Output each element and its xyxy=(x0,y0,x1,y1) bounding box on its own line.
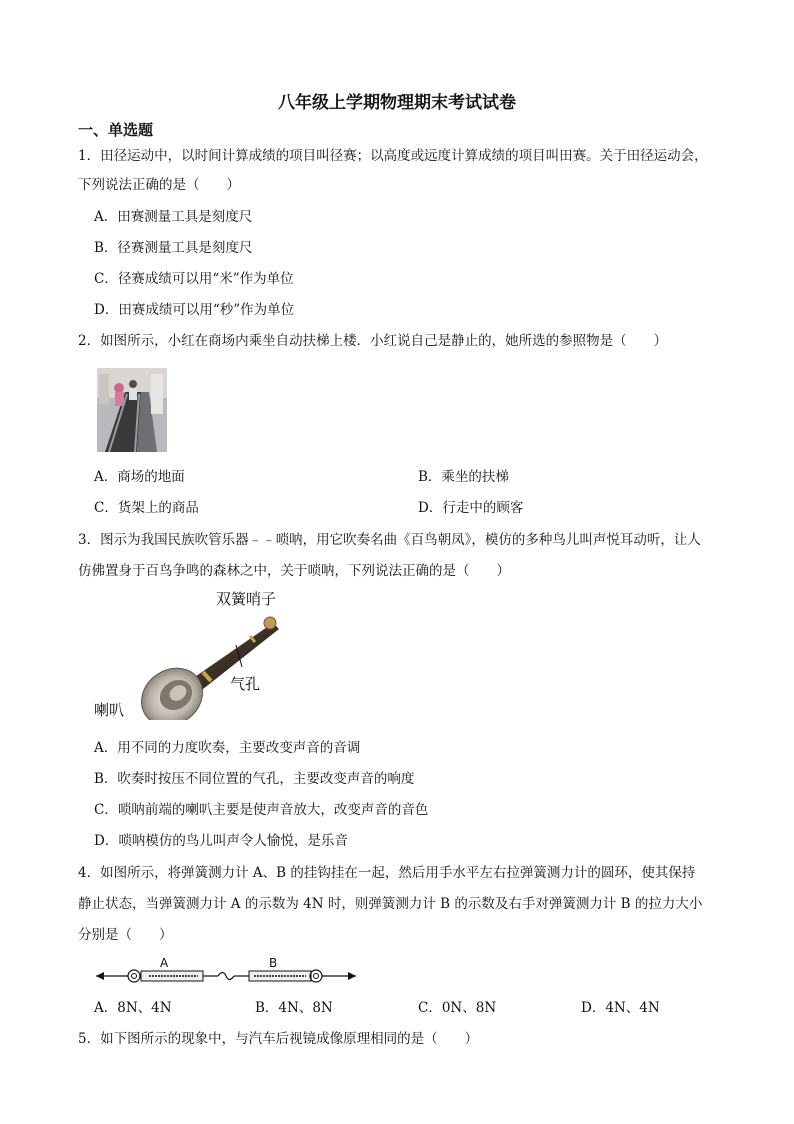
q3-stem-line1: 3．图示为我国民族吹管乐器﹣﹣唢呐，用它吹奏名曲《百鸟朝凤》，模仿的多种鸟儿叫声悦耳动听，让人 xyxy=(78,532,701,548)
q5-stem-line1: 5．如下图所示的现象中，与汽车后视镜成像原理相同的是（ ） xyxy=(78,1031,479,1047)
q1-stem-line2: 下列说法正确的是（ ） xyxy=(78,177,240,193)
q2-option-c: C．货架上的商品 xyxy=(94,500,199,516)
q4-option-a: A．8N、4N xyxy=(94,1000,172,1016)
q1-option-d: D．田赛成绩可以用“秒”作为单位 xyxy=(94,302,295,318)
q1-option-b: B．径赛测量工具是刻度尺 xyxy=(94,240,253,256)
q4-option-d: D．4N、4N xyxy=(581,1000,660,1016)
q2-option-d: D．行走中的顾客 xyxy=(418,500,524,516)
q2-option-a: A．商场的地面 xyxy=(94,469,185,485)
horn-label: 喇叭 xyxy=(94,701,125,719)
section-heading: 一、单选题 xyxy=(78,121,154,139)
q3-option-a: A．用不同的力度吹奏，主要改变声音的音调 xyxy=(94,740,361,756)
q4-option-b: B．4N、8N xyxy=(255,1000,333,1016)
q1-option-c: C．径赛成绩可以用“米”作为单位 xyxy=(94,271,294,287)
escalator-photo xyxy=(97,368,167,452)
air-hole-label: 气孔 xyxy=(230,675,261,693)
q4-stem-line3: 分别是（ ） xyxy=(78,927,173,943)
q4-stem-line1: 4．如图所示，将弹簧测力计 A、B 的挂钩挂在一起，然后用手水平左右拉弹簧测力计的圆环，使其保持 xyxy=(78,865,696,881)
q3-option-b: B．吹奏时按压不同位置的气孔，主要改变声音的响度 xyxy=(94,771,415,787)
scale-b-label: B xyxy=(269,956,278,970)
q1-stem-line1: 1．田径运动中，以时间计算成绩的项目叫径赛；以高度或远度计算成绩的项目叫田赛。关于田径运动会， xyxy=(78,148,708,164)
reed-label: 双簧哨子 xyxy=(216,590,277,608)
page-title: 八年级上学期物理期末考试试卷 xyxy=(278,93,516,113)
q3-stem-line2: 仿佛置身于百鸟争鸣的森林之中，关于唢呐，下列说法正确的是（ ） xyxy=(78,563,510,579)
suona-figure xyxy=(90,585,300,720)
q2-stem-line1: 2．如图所示，小红在商场内乘坐自动扶梯上楼．小红说自己是静止的，她所选的参照物是（ ） xyxy=(78,333,668,349)
q2-option-b: B．乘坐的扶梯 xyxy=(418,469,509,485)
q1-option-a: A．田赛测量工具是刻度尺 xyxy=(94,209,253,225)
q3-option-d: D．唢呐模仿的鸟儿叫声令人愉悦，是乐音 xyxy=(94,833,348,849)
scale-a-label: A xyxy=(160,956,169,970)
spring-scales-figure xyxy=(94,954,359,988)
q4-stem-line2: 静止状态，当弹簧测力计 A 的示数为 4N 时，则弹簧测力计 B 的示数及右手对弹簧测力计 B 的拉力大小 xyxy=(78,896,703,912)
q3-option-c: C．唢呐前端的喇叭主要是使声音放大，改变声音的音色 xyxy=(94,802,429,818)
q4-option-c: C．0N、8N xyxy=(418,1000,497,1016)
